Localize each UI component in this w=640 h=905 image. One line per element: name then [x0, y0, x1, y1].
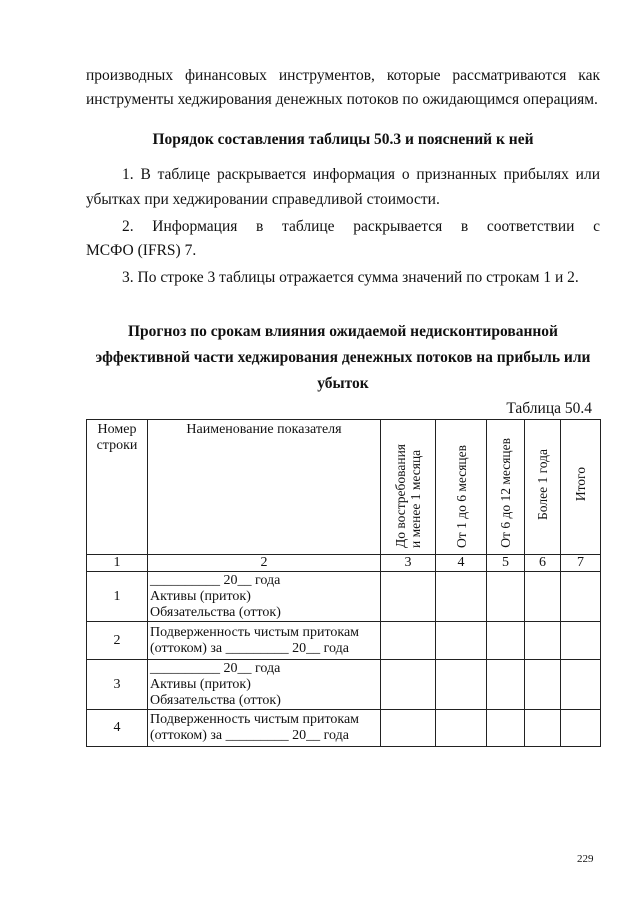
item-3: 3. По строке 3 таблицы отражается сумма значений по строкам 1 и 2.: [122, 269, 579, 286]
cell: [436, 622, 487, 660]
col-number: 5: [487, 555, 525, 572]
cell: [381, 710, 436, 747]
cell: [487, 660, 525, 710]
item-1-line-1: 1. В таблице раскрывается информация о признанных прибылях или: [122, 166, 600, 183]
cell: [561, 572, 601, 622]
row-description: Подверженность чистым притокам (оттоком) за _________ 20__ года: [148, 710, 381, 747]
forecast-table: [86, 419, 601, 747]
col-number: 3: [381, 555, 436, 572]
cell: [436, 660, 487, 710]
col-number: 4: [436, 555, 487, 572]
cell: [525, 622, 561, 660]
row-description: __________ 20__ года Активы (приток) Обязательства (отток): [148, 572, 381, 622]
cell: [525, 572, 561, 622]
header-total: Итого: [561, 420, 601, 555]
row-number: 2: [87, 622, 148, 660]
table-row: [87, 660, 601, 710]
intro-line-1: производных финансовых инструментов, которые рассматриваются как: [86, 67, 600, 84]
row-number: 3: [87, 660, 148, 710]
cell: [436, 710, 487, 747]
col-number: 2: [148, 555, 381, 572]
header-row-number: Номер строки: [87, 420, 148, 555]
cell: [487, 710, 525, 747]
table-row: [87, 572, 601, 622]
table-heading-line-3: убыток: [317, 375, 369, 392]
section-heading: Порядок составления таблицы 50.3 и пояснений к ней: [152, 131, 534, 148]
col-number: 6: [525, 555, 561, 572]
header-over-1-year: Более 1 года: [525, 420, 561, 555]
row-number: 4: [87, 710, 148, 747]
intro-line-2: инструменты хеджирования денежных потоков по ожидающимся операциям.: [86, 91, 598, 108]
header-indicator: Наименование показателя: [148, 420, 381, 555]
table-heading-line-1: Прогноз по срокам влияния ожидаемой недисконтированной: [127, 323, 558, 340]
item-1-line-2: убытках при хеджировании справедливой стоимости.: [86, 191, 440, 208]
cell: [487, 622, 525, 660]
row-description: __________ 20__ года Активы (приток) Обязательства (отток): [148, 660, 381, 710]
item-2-line-1: 2. Информация в таблице раскрывается в соответствии с: [122, 218, 600, 235]
table-label: Таблица 50.4: [506, 400, 592, 417]
cell: [381, 660, 436, 710]
cell: [561, 622, 601, 660]
cell: [436, 572, 487, 622]
column-numbers-row: [87, 555, 601, 572]
header-1-6-months: От 1 до 6 месяцев: [436, 420, 487, 555]
table-row: [87, 622, 601, 660]
cell: [561, 660, 601, 710]
col-number: 1: [87, 555, 148, 572]
row-number: 1: [87, 572, 148, 622]
cell: [561, 710, 601, 747]
cell: [381, 622, 436, 660]
table-row: [87, 710, 601, 747]
col-number: 7: [561, 555, 601, 572]
item-2-line-2: МСФО (IFRS) 7.: [86, 242, 197, 259]
cell: [487, 572, 525, 622]
header-row: [87, 420, 601, 555]
row-description: Подверженность чистым притокам (оттоком) за _________ 20__ года: [148, 622, 381, 660]
page-number: 229: [577, 853, 594, 865]
cell: [525, 660, 561, 710]
cell: [525, 710, 561, 747]
header-on-demand: До востребования и менее 1 месяца: [381, 420, 436, 555]
cell: [381, 572, 436, 622]
header-6-12-months: От 6 до 12 месяцев: [487, 420, 525, 555]
table-heading-line-2: эффективной части хеджирования денежных потоков на прибыль или: [95, 349, 591, 366]
